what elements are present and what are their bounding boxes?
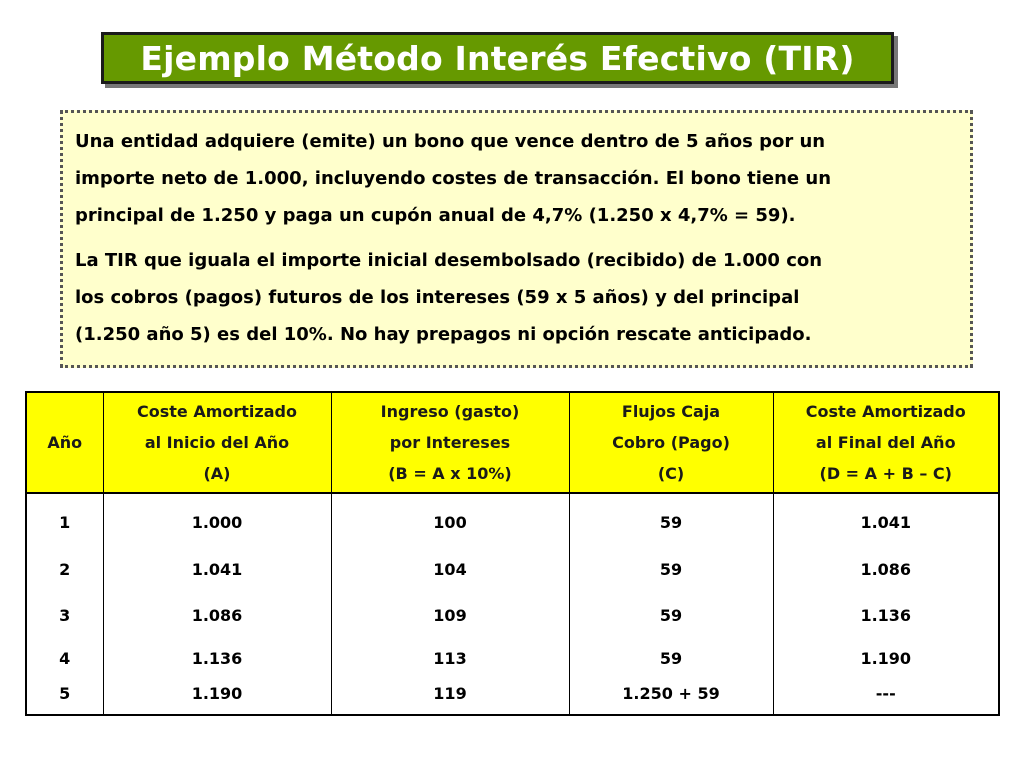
table-row (26, 493, 999, 545)
header-line: Flujos Caja (621, 402, 721, 421)
header-interest-income (331, 392, 569, 493)
table-row (26, 593, 999, 637)
amortization-table (25, 391, 1000, 716)
header-line: Cobro (Pago) (612, 433, 730, 452)
cell-final-cost: 1.136 (773, 593, 999, 637)
cell-initial-cost: 1.000 (103, 493, 331, 545)
header-line: por Intereses (389, 433, 511, 452)
page-title: Ejemplo Método Interés Efectivo (TIR) (140, 38, 855, 78)
description-line: La TIR que iguala el importe inicial desembolsado (recibido) de 1.000 con (75, 250, 823, 271)
cell-year: 3 (26, 593, 103, 637)
header-year (26, 392, 103, 493)
table-row (26, 637, 999, 679)
header-line: (A) (203, 464, 231, 483)
cell-interest: 104 (331, 545, 569, 593)
cell-final-cost: 1.190 (773, 637, 999, 679)
cell-year: 4 (26, 637, 103, 679)
cell-interest: 109 (331, 593, 569, 637)
cell-final-cost: 1.041 (773, 493, 999, 545)
cell-cash-flow: 59 (569, 545, 773, 593)
description-line: los cobros (pagos) futuros de los intereses (59 x 5 años) y del principal (75, 287, 800, 308)
header-line: (D = A + B – C) (819, 464, 952, 483)
cell-initial-cost: 1.190 (103, 679, 331, 715)
description-line: principal de 1.250 y paga un cupón anual de 4,7% (1.250 x 4,7% = 59). (75, 205, 796, 226)
cell-cash-flow: 59 (569, 593, 773, 637)
cell-year: 2 (26, 545, 103, 593)
header-cash-flows (569, 392, 773, 493)
header-line: Ingreso (gasto) (380, 402, 520, 421)
header-initial-amortized-cost (103, 392, 331, 493)
title-banner (101, 32, 894, 84)
table-row (26, 545, 999, 593)
cell-initial-cost: 1.086 (103, 593, 331, 637)
header-line: (B = A x 10%) (388, 464, 512, 483)
header-line: al Final del Año (815, 433, 956, 452)
cell-final-cost: 1.086 (773, 545, 999, 593)
cell-interest: 119 (331, 679, 569, 715)
cell-initial-cost: 1.136 (103, 637, 331, 679)
cell-interest: 100 (331, 493, 569, 545)
header-final-amortized-cost (773, 392, 999, 493)
cell-year: 1 (26, 493, 103, 545)
cell-cash-flow: 59 (569, 637, 773, 679)
table-row (26, 679, 999, 715)
description-box (60, 110, 973, 368)
table-header-row (26, 392, 999, 493)
header-line: Coste Amortizado (805, 402, 966, 421)
cell-cash-flow: 1.250 + 59 (569, 679, 773, 715)
cell-initial-cost: 1.041 (103, 545, 331, 593)
description-line: Una entidad adquiere (emite) un bono que vence dentro de 5 años por un (75, 131, 826, 152)
cell-year: 5 (26, 679, 103, 715)
cell-interest: 113 (331, 637, 569, 679)
cell-final-cost: --- (773, 679, 999, 715)
description-line: (1.250 año 5) es del 10%. No hay prepagos ni opción rescate anticipado. (75, 324, 812, 345)
header-line: al Inicio del Año (144, 433, 290, 452)
description-paragraph-1 (75, 123, 958, 234)
header-line: Coste Amortizado (137, 402, 297, 421)
cell-cash-flow: 59 (569, 493, 773, 545)
description-paragraph-2 (75, 242, 958, 353)
description-line: importe neto de 1.000, incluyendo costes de transacción. El bono tiene un (75, 168, 832, 189)
header-line: (C) (657, 464, 685, 483)
header-line: Año (47, 433, 83, 452)
